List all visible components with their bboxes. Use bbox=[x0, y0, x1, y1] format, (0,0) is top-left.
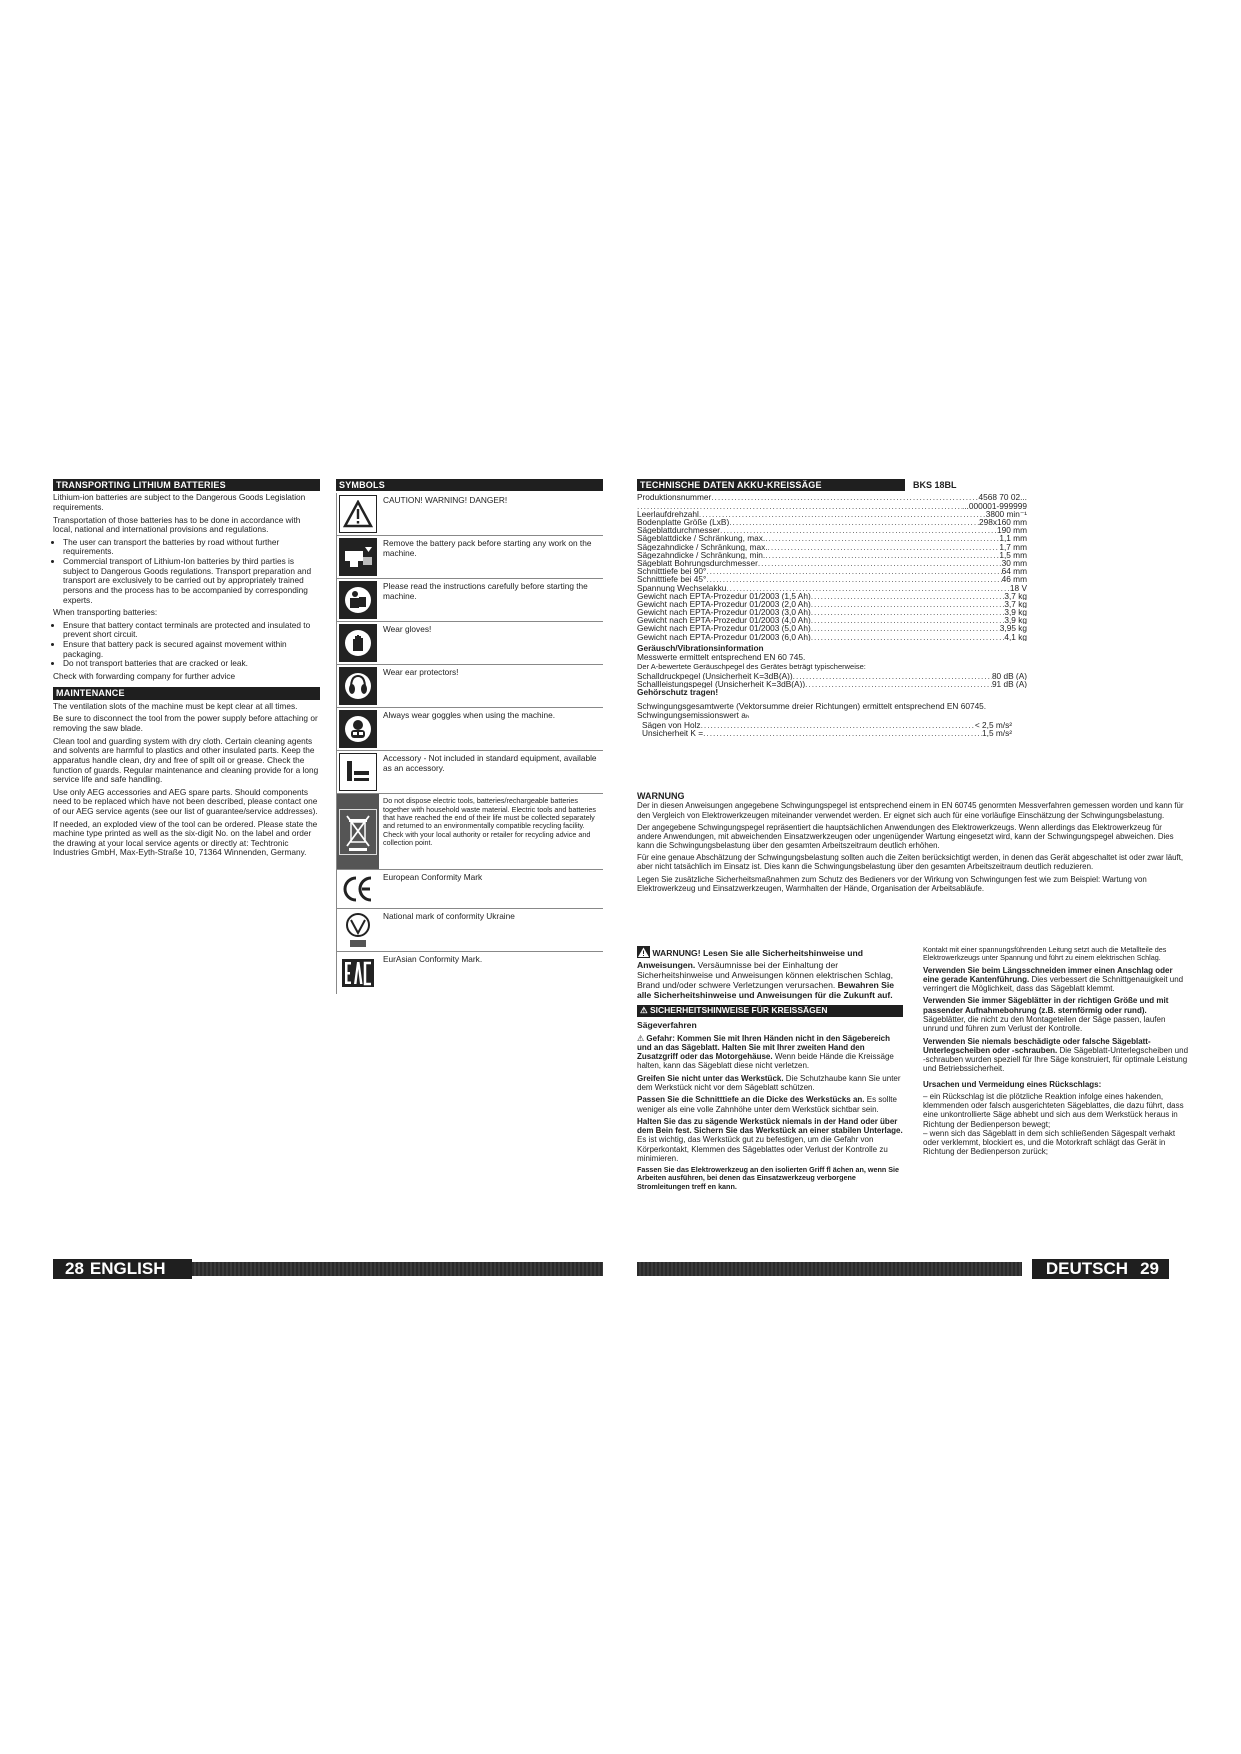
washer-bold: Verwenden Sie niemals beschädigte oder falsche Sägeblatt-Unterlegscheiben oder -schrauben. bbox=[923, 1036, 1151, 1055]
fence-para bbox=[923, 966, 1189, 994]
gloves-icon bbox=[339, 624, 377, 662]
table-row bbox=[637, 543, 1027, 551]
warning-section bbox=[637, 791, 1185, 896]
dot-leader bbox=[703, 729, 982, 737]
row-label: Schnitttiefe bei 90° bbox=[637, 567, 707, 576]
row-label: Schalldruckpegel (Unsicherheit K=3dB(A)) bbox=[637, 671, 793, 680]
noise-table bbox=[637, 672, 1027, 688]
maintenance-header: MAINTENANCE bbox=[53, 687, 320, 699]
row-value: 1,5 mm bbox=[999, 550, 1027, 559]
warning-bold-1: WARNUNG! Lesen Sie alle Sicherheitshinweise und Anweisungen. bbox=[637, 947, 863, 970]
goggles-icon bbox=[339, 710, 377, 748]
washer-para bbox=[923, 1037, 1189, 1074]
row-label: Spannung Wechselakku bbox=[637, 583, 727, 592]
symbols-table bbox=[336, 493, 603, 994]
row-value: 3,9 kg bbox=[1004, 616, 1027, 625]
dot-leader bbox=[765, 534, 999, 542]
page-number: 29 bbox=[1140, 1259, 1159, 1278]
tech-table bbox=[637, 493, 1027, 640]
accessory-icon bbox=[339, 753, 377, 791]
subheading: Sägeverfahren bbox=[637, 1019, 697, 1030]
row-label: Gewicht nach EPTA-Prozedur 01/2003 (2,0 Ah) bbox=[637, 599, 811, 609]
transport-p3: When transporting batteries: bbox=[53, 607, 158, 618]
table-row bbox=[637, 633, 1027, 641]
warning-p1: Der in diesen Anweisungen angegebene Schwingungspegel ist entsprechend einem in EN 60745 genormten Messverfahren gemessen worden und kann für den Vergleich von Elektrowerkzeugen miteinander verwendet werden. Er eignet sich auch für eine vorläufige Einschätzung der Schwingungsbelastung. bbox=[637, 801, 1184, 820]
warning-p2: Der angegebene Schwingungspegel repräsentiert die hauptsächlichen Anwendungen des Elektrowerkzeugs. Wenn allerdings das Elektrowerkzeug für andere Anwendungen, mit abweichenden Einsatzwerkzeugen oder ungenügender Wartung eingesetzt wird, kann der Schwingungspegel abweichen. Dies kann die Schwingungsbelastung über den gesamten Arbeitszeitraum deutlich erhöhen. bbox=[637, 822, 1174, 851]
dot-leader bbox=[811, 592, 1005, 600]
danger-para bbox=[637, 1034, 903, 1071]
danger-bold: Gefahr: Kommen Sie mit Ihren Händen nicht in den Sägebereich und an das Sägeblatt. Halten Sie mit Ihrer zweiten Hand den Zusatzgriff oder das Motorgehäuse. bbox=[637, 1033, 891, 1062]
under-workpiece-para bbox=[637, 1074, 903, 1093]
symbol-text: European Conformity Mark bbox=[383, 872, 483, 883]
fence-normal: Dies verbessert die Schnittgenauigkeit und verringert die Möglichkeit, dass das Sägeblatt klemmt. bbox=[923, 974, 1184, 994]
vib-table bbox=[637, 721, 1012, 737]
under-bold: Greifen Sie nicht unter das Werkstück. bbox=[637, 1073, 784, 1083]
dot-leader bbox=[726, 584, 1010, 592]
hold-normal: Es ist wichtig, das Werkstück gut zu befestigen, um die Gefahr von Körperkontakt, Klemmen des Sägeblattes oder Verlust der Kontrolle zu minimieren. bbox=[637, 1135, 888, 1163]
noise-p1: Messwerte ermittelt entsprechend EN 60 745. bbox=[637, 652, 806, 663]
footer-right bbox=[1032, 1259, 1169, 1279]
warning-triangle-icon bbox=[339, 495, 377, 533]
symbol-row bbox=[337, 952, 603, 994]
table-row bbox=[637, 624, 1027, 632]
row-value: 4568 70 02... bbox=[978, 493, 1027, 502]
symbol-text: Remove the battery pack before starting any work on the machine. bbox=[383, 538, 592, 559]
symbol-row bbox=[337, 909, 603, 952]
grip-para bbox=[637, 1166, 903, 1191]
dot-leader bbox=[699, 510, 986, 518]
row-value: 46 mm bbox=[1001, 575, 1027, 584]
remove-battery-icon bbox=[339, 538, 377, 576]
table-row bbox=[637, 551, 1027, 559]
model-name: BKS 18BL bbox=[913, 480, 957, 490]
table-row bbox=[637, 584, 1027, 592]
read-manual-icon bbox=[339, 581, 377, 619]
row-value: 91 dB (A) bbox=[991, 679, 1027, 689]
symbol-text: National mark of conformity Ukraine bbox=[383, 911, 515, 922]
transport-section bbox=[53, 479, 320, 861]
table-row bbox=[637, 592, 1027, 600]
maintenance-p1: The ventilation slots of the machine must be kept clear at all times. bbox=[53, 700, 298, 711]
ukraine-mark-icon bbox=[340, 910, 376, 950]
table-row bbox=[642, 729, 1012, 737]
depth-para bbox=[637, 1095, 903, 1114]
dot-leader bbox=[811, 616, 1005, 624]
dot-leader bbox=[637, 502, 962, 510]
dot-leader bbox=[729, 518, 979, 526]
row-label: Leerlaufdrehzahl bbox=[637, 509, 699, 518]
table-row bbox=[637, 672, 1027, 680]
table-row bbox=[637, 616, 1027, 624]
symbol-row bbox=[337, 622, 603, 665]
row-label: Gewicht nach EPTA-Prozedur 01/2003 (3,0 Ah) bbox=[637, 608, 811, 617]
dot-leader bbox=[701, 721, 975, 729]
symbol-row bbox=[337, 751, 603, 794]
dot-leader bbox=[811, 624, 1000, 632]
row-value: 190 mm bbox=[997, 526, 1027, 535]
warning-p4: Legen Sie zusätzliche Sicherheitsmaßnahmen zum Schutz des Bedieners vor der Wirkung von Schwingungen fest wie zum Beispiel: Wartung von Elektrowerkzeug und Einsatzwerkzeugen, Warmhalten der Hände, Organisation der Arbeitsabläufe. bbox=[637, 874, 1147, 893]
symbol-row bbox=[337, 794, 603, 870]
row-label: Sägeblattdurchmesser bbox=[637, 526, 721, 535]
transport-list-2 bbox=[53, 621, 320, 669]
noise-p2: Der A-bewertete Geräuschpegel des Gerätes beträgt typischerweise: bbox=[637, 662, 866, 672]
symbol-text: Wear gloves! bbox=[383, 624, 432, 635]
dot-leader bbox=[758, 559, 1002, 567]
maintenance-p2: Be sure to disconnect the tool from the power supply before attaching or removing the saw blade. bbox=[53, 713, 318, 734]
row-value: 18 V bbox=[1009, 583, 1027, 592]
safety-bar bbox=[637, 1005, 903, 1017]
hold-bold: Halten Sie das zu sägende Werkstück niemals in der Hand oder über dem Bein fest. Sichern Sie das Werkstück an einer stabilen Unterlage. bbox=[637, 1116, 903, 1136]
symbol-row bbox=[337, 665, 603, 708]
grip-bold: Fassen Sie das Elektrowerkzeug an den isolierten Griff fl ächen an, wenn Sie Arbeiten ausführen, bei denen das Einsatzwerkzeug verborgene Stromleitungen treff en kann. bbox=[637, 1165, 900, 1191]
dot-leader bbox=[811, 600, 1005, 608]
warning-normal-1: Versäumnisse bei der Einhaltung der Sicherheitshinweise und Anweisungen können elektrischen Schlag, Brand und/oder schwere Verletzungen verursachen. bbox=[637, 959, 894, 990]
weee-bin-icon bbox=[339, 809, 377, 855]
symbol-text: Do not dispose electric tools, batteries/rechargeable batteries together with household waste material. Electric tools and batteries that have reached the end of their life must be collected separately and returned to an environmentally compatible recycling facility. Check with your local authority or retailer for recycling advice and collection point. bbox=[383, 796, 596, 848]
symbol-text: Accessory - Not included in standard equipment, available as an accessory. bbox=[383, 753, 597, 774]
dot-leader bbox=[765, 551, 999, 559]
table-row bbox=[642, 721, 1012, 729]
table-row bbox=[637, 493, 1027, 501]
dot-leader bbox=[720, 526, 997, 534]
maintenance-p4: Use only AEG accessories and AEG spare parts. Should components need to be replaced which have not been described, please contact one of our AEG service agents (see our list of guarantee/service addresses). bbox=[53, 786, 318, 816]
symbols-section bbox=[336, 479, 603, 994]
eac-mark-icon bbox=[340, 955, 376, 991]
kickback-title: Ursachen und Vermeidung eines Rückschlags: bbox=[923, 1079, 1102, 1089]
ear-protection-icon bbox=[339, 667, 377, 705]
warning-small-icon: ⚠ bbox=[640, 1004, 648, 1015]
row-value: < 2,5 m/s² bbox=[974, 720, 1012, 730]
tech-header: TECHNISCHE DATEN AKKU-KREISSÄGE bbox=[637, 479, 905, 491]
symbol-row bbox=[337, 708, 603, 751]
warning-p3: Für eine genaue Abschätzung der Schwingungsbelastung sollten auch die Zeiten berücksichtigt werden, in denen das Gerät abgeschaltet ist oder zwar läuft, aber nicht tatsächlich im Einsatz ist. Dies kann die Schwingungsbelastung über den gesamten Arbeitszeitraum deutlich reduzieren. bbox=[637, 853, 1184, 872]
row-label: Gewicht nach EPTA-Prozedur 01/2003 (1,5 Ah) bbox=[637, 591, 811, 600]
list-item: • Commercial transport of Lithium-Ion batteries by third parties is subject to Dangerous Goods regulations. Transport preparation and transport are exclusively to be carried out by appropriately trained persons and the process has to be accompanied by corresponding experts. bbox=[63, 557, 320, 605]
table-row bbox=[637, 510, 1027, 518]
danger-icon: ⚠ bbox=[637, 1033, 645, 1043]
row-value: ...000001-999999 bbox=[961, 501, 1027, 510]
symbol-row bbox=[337, 493, 603, 536]
footer-left bbox=[53, 1259, 192, 1279]
blade-size-normal: Sägeblätter, die nicht zu den Montageteilen der Säge passen, laufen unrund und führen zum Verlust der Kontrolle. bbox=[923, 1015, 1166, 1034]
safety-right-column bbox=[923, 946, 1189, 1160]
table-row bbox=[637, 567, 1027, 575]
row-value: 298x160 mm bbox=[979, 518, 1027, 527]
row-label: Unsicherheit K = bbox=[642, 729, 704, 738]
dot-leader bbox=[805, 680, 992, 688]
row-value: 3,7 kg bbox=[1004, 599, 1027, 609]
row-value: 3,95 kg bbox=[999, 624, 1027, 633]
row-value: 1,1 mm bbox=[999, 534, 1027, 543]
table-row bbox=[637, 502, 1027, 510]
row-value: 3,7 kg bbox=[1004, 591, 1027, 600]
maintenance-p5: If needed, an exploded view of the tool can be ordered. Please state the machine type printed as well as the six-digit No. on the label and order the drawing at your local service agents or directly at: Techtronic Industries GmbH, Max-Eyth-Straße 10, 71364 Winnenden, Germany. bbox=[53, 818, 318, 858]
transport-header: TRANSPORTING LITHIUM BATTERIES bbox=[53, 479, 320, 491]
vib-p1: Schwingungsgesamtwerte (Vektorsumme dreier Richtungen) ermittelt entsprechend EN 60745. bbox=[637, 700, 987, 711]
dot-leader bbox=[811, 633, 1005, 641]
noise-title: Geräusch/Vibrationsinformation bbox=[637, 642, 764, 653]
kickback-item: – ein Rückschlag ist die plötzliche Reaktion infolge eines hakenden, klemmenden oder falsch ausgerichteten Sägeblattes, die dazu führt, dass eine unkontrollierte Säge abhebt und sich aus dem Werkstück heraus in Richtung der Bedienperson bewegt; bbox=[923, 1091, 1184, 1129]
transport-p2: Transportation of those batteries has to be done in accordance with local, national and international provisions and regulations. bbox=[53, 514, 301, 535]
dot-leader bbox=[706, 575, 1001, 583]
warning-title: WARNUNG bbox=[637, 791, 685, 801]
table-row bbox=[637, 534, 1027, 542]
row-value: 1,7 mm bbox=[999, 542, 1027, 551]
row-label: Bodenplatte Größe (LxB) bbox=[637, 518, 730, 527]
ear-protection-note: Gehörschutz tragen! bbox=[637, 687, 719, 698]
row-value: 4,1 kg bbox=[1004, 632, 1027, 641]
row-value: 30 mm bbox=[1001, 558, 1027, 568]
table-row bbox=[637, 600, 1027, 608]
fence-bold: Verwenden Sie beim Längsschneiden immer einen Anschlag oder eine gerade Kantenführung. bbox=[923, 965, 1173, 984]
list-item: • Do not transport batteries that are cracked or leak. bbox=[63, 659, 320, 669]
symbol-text: Always wear goggles when using the machine. bbox=[383, 710, 556, 721]
row-label: Produktionsnummer bbox=[637, 493, 712, 502]
contact-para: Kontakt mit einer spannungsführenden Leitung setzt auch die Metallteile des Elektrowerkzeugs unter Spannung und führt zu einem elektrischen Schlag. bbox=[923, 945, 1167, 963]
row-value: 80 dB (A) bbox=[991, 671, 1027, 680]
row-label: Sägezahndicke / Schränkung, min. bbox=[637, 550, 766, 559]
safety-warning-block bbox=[637, 946, 903, 1001]
symbol-row bbox=[337, 579, 603, 622]
depth-bold: Passen Sie die Schnitttiefe an die Dicke des Werkstücks an. bbox=[637, 1095, 865, 1105]
blade-size-bold: Verwenden Sie immer Sägeblätter in der richtigen Größe und mit passender Aufnahmebohrung (z.B. sternförmig oder rund). bbox=[923, 996, 1169, 1015]
footer-language: ENGLISH bbox=[89, 1259, 166, 1278]
row-value: 64 mm bbox=[1001, 567, 1027, 576]
dot-leader bbox=[711, 493, 978, 501]
page-number: 28 bbox=[65, 1259, 84, 1278]
dot-leader bbox=[793, 672, 992, 680]
list-item: • Ensure that battery contact terminals are protected and insulated to prevent short circuit. bbox=[63, 621, 320, 640]
safety-left-column bbox=[637, 946, 903, 1194]
table-row bbox=[637, 608, 1027, 616]
row-label: Sägen von Holz bbox=[642, 720, 701, 730]
washer-normal: Die Sägeblatt-Unterlegscheiben und -schrauben wurden speziell für Ihre Säge konstruiert, für optimale Leistung und Betriebssicherheit. bbox=[923, 1045, 1189, 1074]
hold-para bbox=[637, 1117, 903, 1163]
row-label: Gewicht nach EPTA-Prozedur 01/2003 (4,0 Ah) bbox=[637, 616, 811, 625]
symbol-row bbox=[337, 536, 603, 579]
symbol-text: Wear ear protectors! bbox=[383, 667, 459, 678]
row-label: Gewicht nach EPTA-Prozedur 01/2003 (6,0 Ah) bbox=[637, 632, 811, 641]
row-value: 3800 min⁻¹ bbox=[985, 509, 1027, 518]
danger-normal: Wenn beide Hände die Kreissäge halten, kann das Sägeblatt diese nicht verletzen. bbox=[637, 1052, 894, 1071]
list-item: • Ensure that battery pack is secured against movement within packaging. bbox=[63, 640, 320, 659]
tech-header-row bbox=[637, 479, 1022, 491]
safety-bar-label: SICHERHEITSHINWEISE FÜR KREISSÄGEN bbox=[650, 1004, 828, 1015]
dot-leader bbox=[706, 567, 1001, 575]
row-label: Sägezahndicke / Schränkung, max. bbox=[637, 542, 768, 551]
warning-small-icon bbox=[637, 946, 650, 961]
transport-list-1 bbox=[53, 538, 320, 605]
list-item: • The user can transport the batteries by road without further requirements. bbox=[63, 538, 320, 557]
symbol-text: CAUTION! WARNING! DANGER! bbox=[383, 495, 508, 506]
row-value: 1,5 m/s² bbox=[982, 729, 1012, 738]
symbol-text: Please read the instructions carefully before starting the machine. bbox=[383, 581, 588, 602]
transport-p1: Lithium-ion batteries are subject to the Dangerous Goods Legislation requirements. bbox=[53, 492, 306, 513]
row-label: Schallleistungspegel (Unsicherheit K=3dB(A)) bbox=[637, 679, 806, 689]
footer-language: DEUTSCH bbox=[1045, 1259, 1129, 1278]
dot-leader bbox=[811, 608, 1005, 616]
vib-p2: Schwingungsemissionswert aₕ bbox=[637, 710, 750, 721]
transport-p4: Check with forwarding company for further advice bbox=[53, 670, 236, 681]
maintenance-p3: Clean tool and guarding system with dry cloth. Certain cleaning agents and solvents are harmful to plastics and other insulated parts. Keep the apparatus handle clean, dry and free of spilt oil or grease. Check the function of guards. Regular maintenance and cleaning provide for a long service life and safe handling. bbox=[53, 735, 319, 785]
under-normal: Die Schutzhaube kann Sie unter dem Werkstück nicht vor dem Sägeblatt schützen. bbox=[637, 1073, 901, 1092]
table-row bbox=[637, 575, 1027, 583]
footer-bar-right bbox=[637, 1262, 1022, 1276]
kickback-item: – wenn sich das Sägeblatt in dem sich schließenden Sägespalt verhakt oder verklemmt, blockiert es, und die Motorkraft schlägt das Gerät in Richtung der Bedienperson zurück; bbox=[923, 1128, 1176, 1157]
ce-mark-icon bbox=[340, 871, 376, 907]
symbols-header: SYMBOLS bbox=[336, 479, 603, 491]
depth-normal: Es sollte weniger als eine volle Zahnhöhe unter dem Werkstück sichtbar sein. bbox=[637, 1095, 897, 1114]
row-label: Sägeblatt Bohrungsdurchmesser bbox=[637, 558, 758, 568]
symbol-row bbox=[337, 870, 603, 909]
row-label: Sägeblattdicke / Schränkung, max. bbox=[637, 534, 766, 543]
tech-data-section bbox=[637, 479, 1027, 738]
blade-size-para bbox=[923, 996, 1189, 1033]
table-row bbox=[637, 526, 1027, 534]
row-value: 3,9 kg bbox=[1004, 608, 1027, 617]
warning-bold-2: Bewahren Sie alle Sicherheitshinweise und Anweisungen für die Zukunft auf. bbox=[637, 979, 895, 1000]
symbol-text: EurAsian Conformity Mark. bbox=[383, 954, 483, 965]
row-label: Schnitttiefe bei 45° bbox=[637, 575, 707, 584]
dot-leader bbox=[768, 543, 1000, 551]
row-label: Gewicht nach EPTA-Prozedur 01/2003 (5,0 Ah) bbox=[637, 624, 811, 633]
table-row bbox=[637, 518, 1027, 526]
footer-bar-left bbox=[192, 1262, 603, 1276]
table-row bbox=[637, 559, 1027, 567]
